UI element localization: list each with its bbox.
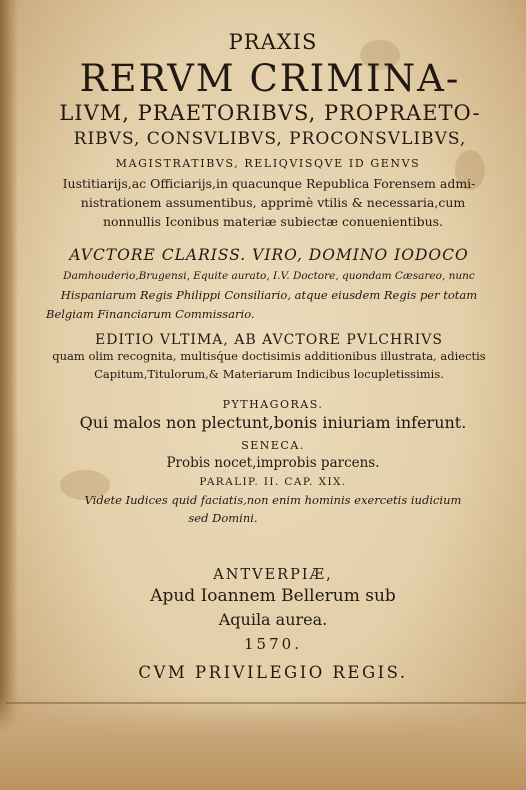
title-line-4: RIBVS, CONSVLIBVS, PROCONSVLIBVS, — [73, 129, 467, 149]
edition-line-2: quam olim recognita, multisq́ue doctisimis additionibus illustrata, adiectis — [52, 349, 486, 363]
title-line-3: LIVM, PRAETORIBVS, PROPRAETO- — [59, 101, 481, 125]
imprint-sign: Aquila aurea. — [218, 610, 328, 629]
imprint-city: ANTVERPIÆ, — [213, 567, 333, 583]
quote-author-pythagoras: PYTHAGORAS. — [222, 398, 324, 411]
quote-author-seneca: SENECA. — [241, 439, 305, 452]
author-line-1: AVCTORE CLARISS. VIRO, DOMINO IODOCO — [69, 246, 469, 264]
author-line-4: Belgiam Financiarum Commissario. — [46, 307, 255, 321]
subtitle-line-3: nonnullis Iconibus materiæ subiectæ conuenientibus. — [102, 214, 444, 229]
title-praxis: PRAXIS — [228, 30, 318, 54]
edition-line-3: Capitum,Titulorum,& Materiarum Indicibus locupletissimis. — [94, 367, 444, 381]
scripture-line-2: sed Domini. — [188, 511, 258, 525]
author-line-2: Damhouderio,Brugensi, Equite aurato, I.V. Doctore, quondam Cæsareo, nunc — [63, 270, 475, 282]
imprint-printer: Apud Ioannem Bellerum sub — [150, 586, 396, 606]
author-line-3: Hispaniarum Regis Philippi Consiliario, atque eiusdem Regis per totam — [60, 288, 478, 302]
privilege-line: CVM PRIVILEGIO REGIS. — [138, 663, 408, 682]
edition-line-1: EDITIO VLTIMA, AB AVCTORE PVLCHRIVS — [95, 332, 443, 348]
quote-seneca: Probis nocet,improbis parcens. — [166, 455, 380, 471]
imprint-year: 1570. — [244, 635, 302, 653]
scripture-reference: PARALIP. II. CAP. XIX. — [199, 476, 347, 488]
title-line-5: MAGISTRATIBVS, RELIQVISQVE ID GENVS — [115, 157, 421, 170]
subtitle-line-2: nistrationem assumentibus, apprimè vtilis & necessaria,cum — [80, 195, 466, 210]
page-bottom-margin — [0, 695, 526, 790]
page-fold — [6, 702, 526, 704]
scripture-line-1: Videte Iudices quid faciatis,non enim hominis exercetis iudicium — [84, 493, 462, 507]
title-rerum-crimina: RERVM CRIMINA- — [79, 57, 461, 100]
quote-pythagoras: Qui malos non plectunt,bonis iniuriam inferunt. — [79, 413, 467, 432]
subtitle-line-1: Iustitiarijs,ac Officiarijs,in quacunque Republica Forensem admi- — [62, 176, 476, 191]
